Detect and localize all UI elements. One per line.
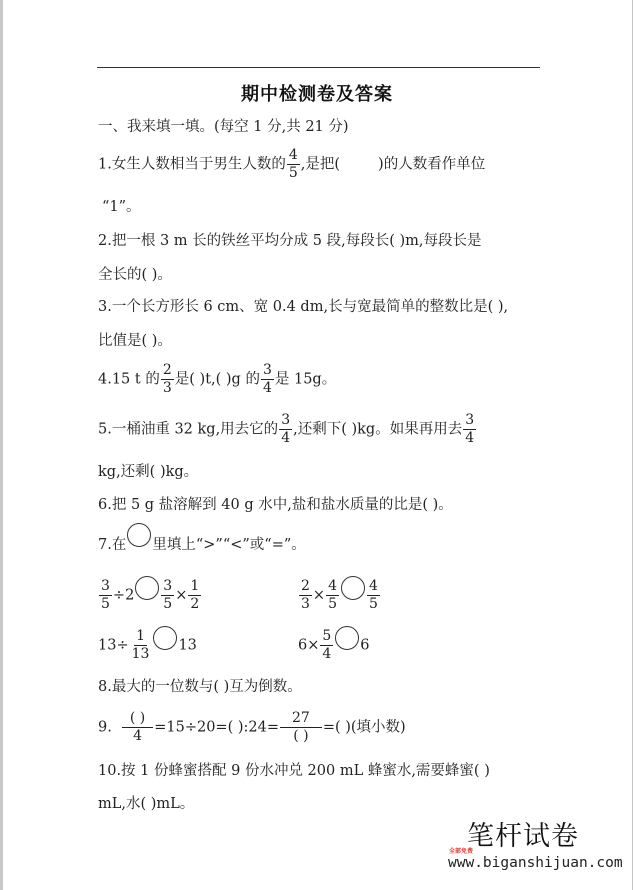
- header-rule: [97, 67, 540, 68]
- denominator: 3: [301, 596, 310, 612]
- denominator: 13: [131, 646, 150, 662]
- denominator: 5: [369, 596, 378, 612]
- denominator: 4: [281, 430, 291, 446]
- q7-text-b: 里填上“>”“<”或“=”。: [152, 537, 306, 553]
- watermark-logo-text: 笔杆试卷: [467, 821, 579, 852]
- operand: 6×: [298, 637, 320, 654]
- compare-circle[interactable]: [135, 576, 159, 600]
- numerator: 4: [288, 147, 298, 163]
- question-10-line-1: 10.按 1 份蜂蜜搭配 9 份水冲兑 200 mL 蜂蜜水,需要蜂蜜( ): [98, 763, 490, 779]
- operator: ×: [312, 587, 326, 604]
- operator: ÷2: [112, 587, 135, 604]
- numerator: 3: [101, 578, 110, 594]
- fraction-4-5: [287, 147, 300, 182]
- question-4: [98, 362, 336, 397]
- denominator: 4: [322, 646, 332, 662]
- compare-circle[interactable]: [153, 626, 177, 650]
- compare-item-2: [298, 578, 381, 613]
- q9-number: 9.: [98, 719, 112, 736]
- fraction-3-4: [279, 412, 292, 447]
- fraction-blank-over-4: [122, 710, 153, 745]
- denominator: 5: [101, 596, 110, 612]
- numerator: 1: [136, 628, 145, 644]
- denominator: 2: [190, 596, 200, 612]
- q1-text-b: ,是把(: [300, 156, 341, 173]
- numerator: 2: [162, 362, 172, 378]
- q5-text-a: 5.一桶油重 32 kg,用去它的: [98, 421, 279, 438]
- question-5-line-1: [98, 412, 477, 447]
- compare-circle[interactable]: [341, 576, 365, 600]
- question-7: [98, 533, 306, 557]
- page-left-edge: [0, 0, 3, 890]
- denominator: 4: [133, 728, 142, 744]
- denominator: 4: [465, 430, 475, 446]
- fraction-27-over-blank: [280, 710, 322, 745]
- fraction: [326, 578, 339, 613]
- question-2-line-2: 全长的( )。: [98, 267, 172, 283]
- watermark-free-badge: 全部免费: [449, 848, 474, 855]
- section-heading: 一、我来填一填。(每空 1 分,共 21 分): [98, 119, 349, 135]
- q1-text-a: 1.女生人数相当于男生人数的: [98, 156, 286, 173]
- question-2-line-1: 2.把一根 3 m 长的铁丝平均分成 5 段,每段长( )m,每段长是: [98, 233, 482, 249]
- watermark-url: www.biganshijuan.com: [448, 855, 623, 871]
- question-5-line-2: kg,还剩( )kg。: [98, 464, 199, 480]
- question-1-line-2: “1”。: [102, 199, 141, 215]
- q4-text-a: 4.15 t 的: [98, 371, 160, 388]
- question-10-line-2: mL,水( )mL。: [98, 796, 195, 812]
- question-3-line-1: 3.一个长方形长 6 cm、宽 0.4 dm,长与宽最简单的整数比是( ),: [98, 299, 509, 315]
- numerator[interactable]: ( ): [122, 710, 153, 728]
- numerator: 27: [280, 710, 322, 728]
- q4-text-c: 是 15g。: [274, 371, 337, 388]
- fraction: [130, 628, 152, 663]
- compare-circle[interactable]: [335, 626, 359, 650]
- numerator: 3: [262, 362, 272, 378]
- q5-text-b: ,还剩下( )kg。如果再用去: [293, 421, 463, 438]
- fraction-2-3: [161, 362, 174, 397]
- fraction-3-4: [261, 362, 274, 397]
- question-1-line-1: [98, 147, 485, 182]
- numerator: 2: [301, 578, 310, 594]
- numerator: 1: [190, 578, 200, 594]
- compare-item-4: [298, 628, 370, 663]
- fraction: [188, 578, 201, 613]
- question-3-line-2: 比值是( )。: [98, 333, 172, 349]
- question-6: 6.把 5 g 盐溶解到 40 g 水中,盐和盐水质量的比是( )。: [98, 497, 453, 513]
- page-title: 期中检测卷及答案: [241, 84, 393, 105]
- operator: ×: [175, 587, 188, 604]
- page-right-edge: [632, 0, 633, 890]
- operand: 13÷: [98, 637, 129, 654]
- denominator: 5: [163, 596, 173, 612]
- question-8: 8.最大的一位数与( )互为倒数。: [98, 679, 302, 695]
- denominator: 5: [328, 596, 337, 612]
- numerator: 3: [281, 412, 291, 428]
- q9-text-mid: =15÷20=( ):24=: [154, 719, 279, 736]
- circle-icon: [127, 523, 151, 547]
- numerator: 3: [163, 578, 173, 594]
- operand: 6: [360, 637, 370, 654]
- denominator: 5: [288, 165, 298, 181]
- q9-text-suffix: =( )(填小数): [322, 719, 406, 736]
- fraction-3-4: [463, 412, 476, 447]
- q1-text-c: )的人数看作单位: [378, 156, 486, 173]
- denominator[interactable]: ( ): [293, 728, 309, 744]
- numerator: 5: [322, 628, 332, 644]
- fraction: [99, 578, 112, 613]
- fraction: [320, 628, 333, 663]
- compare-item-1: [98, 578, 202, 613]
- operand: 13: [178, 637, 197, 654]
- fraction: [161, 578, 174, 613]
- numerator: 4: [328, 578, 337, 594]
- fraction: [299, 578, 312, 613]
- numerator: 4: [369, 578, 378, 594]
- compare-item-3: [98, 628, 197, 663]
- q7-text-a: 7.在: [98, 537, 127, 553]
- numerator: 3: [465, 412, 475, 428]
- fraction: [367, 578, 380, 613]
- question-9: [98, 710, 406, 745]
- q4-text-b: 是( )t,( )g 的: [174, 371, 260, 388]
- denominator: 4: [262, 380, 272, 396]
- denominator: 3: [162, 380, 172, 396]
